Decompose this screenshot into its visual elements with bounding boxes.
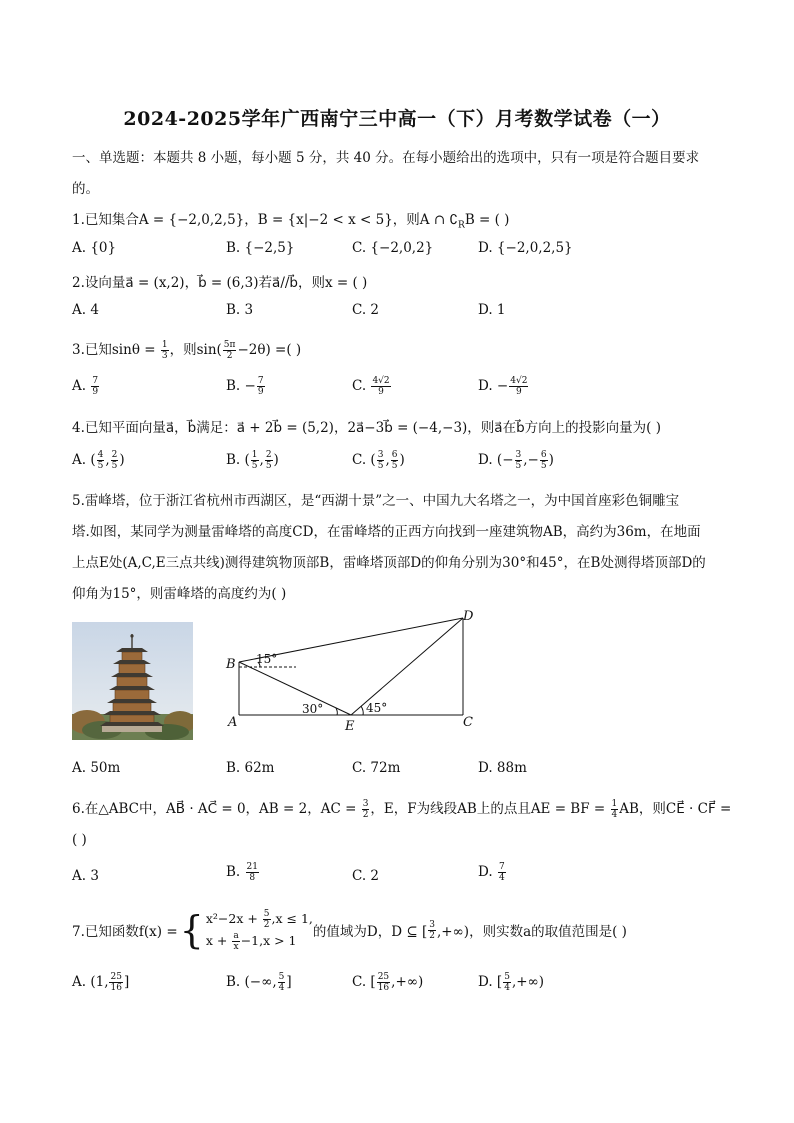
q7-option-a: A. (1, $\frac{25}{16}$ ] xyxy=(72,972,130,993)
q7-option-d: D. [ $\frac{5}{4}$ ,+∞) xyxy=(478,972,545,993)
q6-option-b: B. $\frac{21}{8}$ xyxy=(226,862,258,883)
section-heading: 一、单选题：本题共 8 小题，每小题 5 分，共 40 分。在每小题给出的选项中，只有一项是符合题目要求 xyxy=(72,150,700,166)
q1-option-c: C. {−2,0,2} xyxy=(352,240,434,256)
q4-option-a: A. ( $\frac{4}{5}$ , $\frac{2}{5}$ ) xyxy=(72,450,125,471)
segment-be xyxy=(239,662,351,715)
q2-option-c: C. 2 xyxy=(352,302,380,318)
q5-option-b: B. 62m xyxy=(226,760,275,776)
q6-option-c: C. 2 xyxy=(352,868,380,884)
question-5-line3: 上点E处(A,C,E三点共线)测得建筑物顶部B，雷峰塔顶部D的仰角分别为30°和45°，在B处测得塔顶部D的 xyxy=(72,555,706,571)
fraction: $\frac{4√2}{9}$ xyxy=(510,376,528,397)
angle-label-30: 30° xyxy=(302,702,324,716)
q4-option-b: B. ( $\frac{1}{5}$ , $\frac{2}{5}$ ) xyxy=(226,450,279,471)
q3-option-c: C. $\frac{4√2}{9}$ xyxy=(352,376,390,397)
label-a: A xyxy=(228,715,238,730)
question-3-stem: 3.已知sinθ = $\frac{1}{3}$ ，则sin( $\frac{5\pi}{2}$ −2θ) =( ) xyxy=(72,340,302,361)
brace: { xyxy=(179,908,204,952)
q5-option-c: C. 72m xyxy=(352,760,401,776)
question-6-line2: ( ) xyxy=(72,832,87,848)
fraction: $\frac{7}{9}$ xyxy=(92,376,99,397)
q5-option-d: D. 88m xyxy=(478,760,527,776)
q3-option-b: B. − $\frac{7}{9}$ xyxy=(226,376,264,397)
page-title: 2024-2025学年广西南宁三中高一（下）月考数学试卷（一） xyxy=(123,108,671,130)
question-1-stem: 1.已知集合A = {−2,0,2,5}，B = {x|−2 < x < 5}，则A ∩ $∁_RB$ = ( ) xyxy=(72,212,510,231)
fraction: $\frac{4√2}{9}$ xyxy=(372,376,390,397)
leifeng-pagoda-photo xyxy=(72,622,193,740)
case-1: x²−2x + $\frac{5}{2}$ ,x ≤ 1, xyxy=(205,909,313,930)
question-5-line4: 仰角为15°，则雷峰塔的高度约为( ) xyxy=(72,586,287,602)
q2-option-d: D. 1 xyxy=(478,302,506,318)
q3-option-d: D. − $\frac{4√2}{9}$ xyxy=(478,376,528,397)
label-e: E xyxy=(345,719,355,734)
fraction: $\frac{7}{9}$ xyxy=(257,376,264,397)
fraction: $\frac{5\pi}{2}$ xyxy=(223,340,236,361)
angle-arc-30 xyxy=(336,708,337,715)
case-2: x + $\frac{a}{x}$ −1,x > 1 xyxy=(205,931,297,952)
q7-option-c: C. [ $\frac{25}{16}$ ,+∞) xyxy=(352,972,424,993)
q4-option-d: D. (− $\frac{3}{5}$ ,− $\frac{6}{5}$ ) xyxy=(478,450,554,471)
q2-option-a: A. 4 xyxy=(72,302,99,318)
question-2-stem: 2.设向量a⃗ = (x,2)，b⃗ = (6,3)若a⃗//b⃗，则x = ( ) xyxy=(72,275,368,291)
q7-option-b: B. (−∞, $\frac{5}{4}$ ] xyxy=(226,972,292,993)
question-5-line1: 5.雷峰塔，位于浙江省杭州市西湖区，是“西湖十景”之一、中国九大名塔之一，为中国首座彩色铜雕宝 xyxy=(72,493,680,509)
q5-option-a: A. 50m xyxy=(72,760,121,776)
q4-option-c: C. ( $\frac{3}{5}$ , $\frac{6}{5}$ ) xyxy=(352,450,405,471)
section-heading-cont: 的。 xyxy=(72,181,99,197)
question-7-stem: 7.已知函数f(x) = { x²−2x + $\frac{5}{2}$ ,x ≤ 1, x + $\frac{a}{x}$ −1,x > 1 的值域为D，D ⊆ [ $\frac{3}{2}$ ,+∞)，则实数a的取值范围是( ) xyxy=(72,908,627,952)
label-c: C xyxy=(463,715,473,730)
angle-arc-45 xyxy=(361,706,363,715)
q3-option-a: A. $\frac{7}{9}$ xyxy=(72,376,99,397)
q2-option-b: B. 3 xyxy=(226,302,254,318)
question-6-stem: 6.在△ABC中，AB⃗ · AC⃗ = 0，AB = 2，AC = $\frac{3}{2}$ ，E，F为线段AB上的点且AE = BF = $\frac{1}{4}$ AB，则CE⃗ · CF⃗ = xyxy=(72,799,732,820)
q6-option-a: A. 3 xyxy=(72,868,99,884)
fraction: $\frac{1}{3}$ xyxy=(161,340,168,361)
question-4-stem: 4.已知平面向量a⃗，b⃗满足：a⃗ + 2b⃗ = (5,2)，2a⃗−3b⃗ = (−4,−3)，则a⃗在b⃗方向上的投影向量为( ) xyxy=(72,420,661,436)
question-5-line2: 塔.如图，某同学为测量雷峰塔的高度CD，在雷峰塔的正西方向找到一座建筑物AB，高约为36m，在地面 xyxy=(72,524,701,540)
angle-label-15: 15° xyxy=(256,652,278,666)
q1-option-d: D. {−2,0,2,5} xyxy=(478,240,573,256)
q1-option-a: A. {0} xyxy=(72,240,117,256)
q6-option-d: D. $\frac{7}{4}$ xyxy=(478,862,505,883)
label-d: D xyxy=(463,609,474,624)
angle-label-45: 45° xyxy=(366,701,388,715)
label-b: B xyxy=(226,657,236,672)
piecewise-cases xyxy=(206,908,313,952)
q1-option-b: B. {−2,5} xyxy=(226,240,295,256)
geometry-figure xyxy=(220,608,490,738)
